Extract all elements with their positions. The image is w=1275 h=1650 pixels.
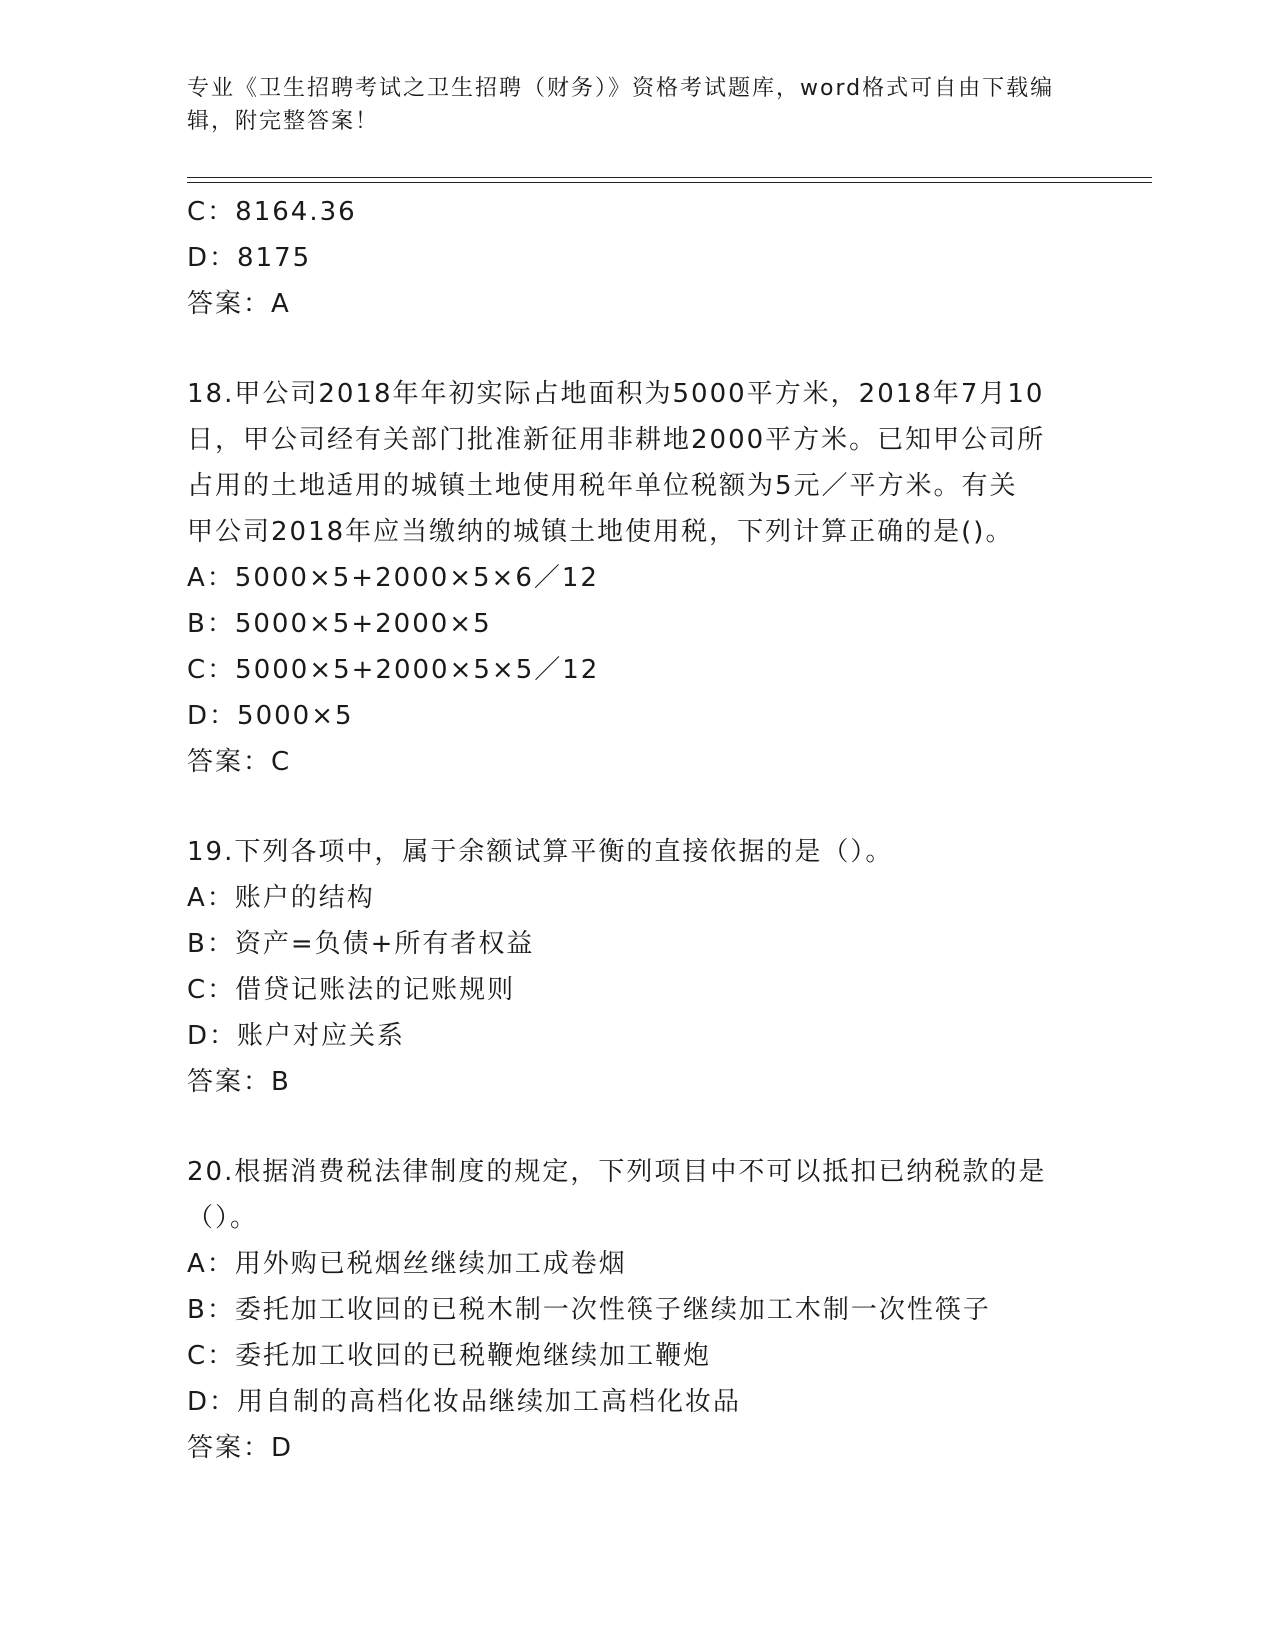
- option-a: A：账户的结构: [187, 883, 375, 913]
- question-20: [187, 1149, 1087, 1471]
- option-d: D：用自制的高档化妆品继续加工高档化妆品: [187, 1387, 742, 1417]
- option-d: D：账户对应关系: [187, 1021, 406, 1051]
- question-19: [187, 829, 1087, 1105]
- option-c: C：8164.36: [187, 197, 357, 227]
- option-d: D：5000×5: [187, 701, 354, 731]
- question-stem-line: 占用的土地适用的城镇土地使用税年单位税额为5元／平方米。有关: [187, 471, 1018, 501]
- option-b: B：资产=负债+所有者权益: [187, 929, 535, 959]
- question-18: [187, 371, 1087, 785]
- question-stem-line: 日，甲公司经有关部门批准新征用非耕地2000平方米。已知甲公司所: [187, 425, 1046, 455]
- option-b: B：5000×5+2000×5: [187, 609, 492, 639]
- question-stem-line: 甲公司2018年应当缴纳的城镇土地使用税，下列计算正确的是()。: [187, 517, 1014, 547]
- question-stem-line: （）。: [187, 1203, 259, 1233]
- option-a: A：5000×5+2000×5×6／12: [187, 563, 599, 593]
- header-divider-bottom: [187, 182, 1152, 183]
- header-divider-top: [187, 177, 1152, 178]
- page-header: 专业《卫生招聘考试之卫生招聘（财务）》资格考试题库，word格式可自由下载编辑，附完整答案！: [187, 76, 1055, 134]
- answer-label: 答案：C: [187, 747, 292, 777]
- question-stem-line: 19.下列各项中，属于余额试算平衡的直接依据的是（）。: [187, 837, 894, 867]
- option-c: C：借贷记账法的记账规则: [187, 975, 516, 1005]
- option-c: C：委托加工收回的已税鞭炮继续加工鞭炮: [187, 1341, 712, 1371]
- answer-label: 答案：A: [187, 289, 291, 319]
- option-d: D：8175: [187, 243, 312, 273]
- option-c: C：5000×5+2000×5×5／12: [187, 655, 600, 685]
- answer-label: 答案：D: [187, 1433, 294, 1463]
- option-a: A：用外购已税烟丝继续加工成卷烟: [187, 1249, 627, 1279]
- question-stem-line: 20.根据消费税法律制度的规定，下列项目中不可以抵扣已纳税款的是: [187, 1157, 1047, 1187]
- option-b: B：委托加工收回的已税木制一次性筷子继续加工木制一次性筷子: [187, 1295, 991, 1325]
- question-stem-line: 18.甲公司2018年年初实际占地面积为5000平方米，2018年7月10: [187, 379, 1045, 409]
- answer-label: 答案：B: [187, 1067, 291, 1097]
- question-content: [187, 189, 1087, 1471]
